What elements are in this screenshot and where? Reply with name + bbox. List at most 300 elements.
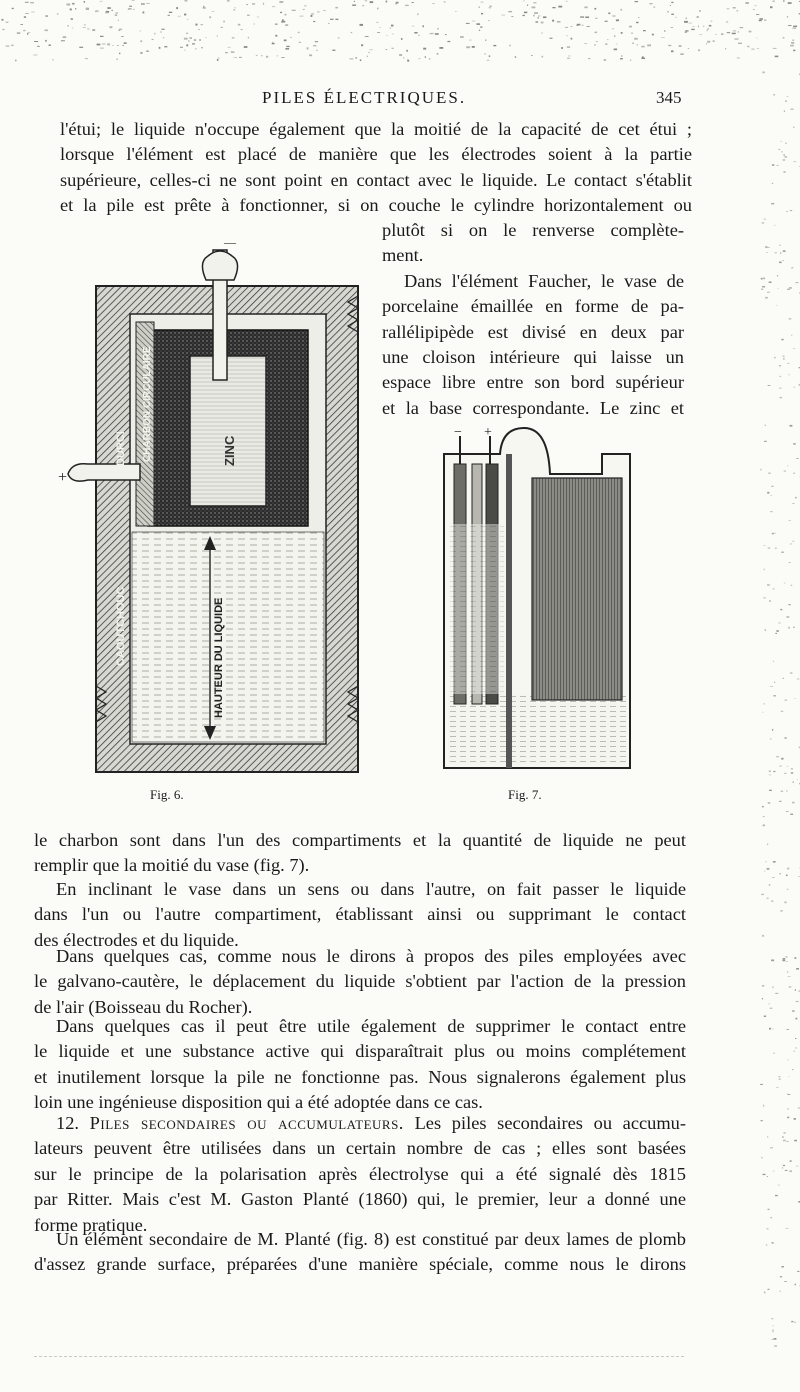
speckle bbox=[784, 471, 786, 472]
speckle bbox=[550, 38, 553, 39]
speckle bbox=[184, 14, 186, 16]
speckle bbox=[360, 59, 362, 61]
speckle bbox=[536, 21, 539, 22]
speckle bbox=[20, 24, 23, 25]
speckle bbox=[763, 597, 766, 598]
speckle bbox=[787, 1141, 789, 1142]
speckle bbox=[791, 772, 793, 773]
speckle bbox=[637, 44, 638, 46]
speckle bbox=[787, 16, 788, 18]
text-line: ment. bbox=[382, 245, 424, 266]
speckle bbox=[777, 275, 778, 276]
speckle bbox=[360, 24, 364, 26]
speckle bbox=[796, 1018, 798, 1020]
side-terminal bbox=[68, 464, 140, 481]
speckle bbox=[429, 58, 430, 59]
speckle bbox=[201, 47, 203, 49]
speckle bbox=[12, 8, 14, 9]
speckle bbox=[227, 0, 229, 2]
speckle bbox=[75, 8, 76, 10]
speckle bbox=[792, 1069, 793, 1070]
speckle bbox=[707, 41, 710, 43]
speckle bbox=[697, 16, 699, 17]
speckle bbox=[776, 756, 779, 757]
speckle bbox=[787, 889, 788, 890]
speckle bbox=[745, 2, 749, 4]
speckle bbox=[6, 46, 10, 47]
speckle bbox=[783, 678, 784, 679]
speckle bbox=[419, 58, 421, 59]
speckle bbox=[311, 15, 313, 17]
speckle bbox=[667, 11, 669, 13]
speckle bbox=[788, 25, 791, 26]
speckle bbox=[707, 28, 709, 29]
speckle bbox=[508, 11, 512, 12]
speckle bbox=[790, 544, 792, 545]
speckle bbox=[72, 28, 74, 29]
speckle bbox=[146, 3, 150, 4]
speckle bbox=[565, 27, 568, 28]
speckle bbox=[234, 57, 237, 58]
speckle bbox=[621, 55, 622, 57]
speckle bbox=[538, 16, 540, 17]
speckle bbox=[792, 40, 794, 42]
speckle bbox=[772, 1330, 774, 1331]
speckle bbox=[414, 32, 417, 34]
speckle bbox=[527, 5, 528, 6]
speckle bbox=[178, 16, 181, 17]
speckle bbox=[439, 47, 443, 49]
speckle bbox=[680, 53, 683, 55]
speckle bbox=[764, 1292, 766, 1293]
speckle bbox=[377, 8, 378, 10]
label-zinc: ZINC bbox=[222, 435, 237, 466]
speckle bbox=[715, 34, 716, 35]
speckle bbox=[133, 9, 135, 10]
speckle bbox=[675, 17, 676, 18]
speckle bbox=[594, 45, 596, 46]
speckle bbox=[460, 36, 464, 38]
speckle bbox=[423, 48, 426, 50]
speckle bbox=[612, 15, 615, 16]
speckle bbox=[543, 16, 546, 18]
speckle bbox=[789, 986, 792, 988]
speckle bbox=[354, 1, 355, 2]
speckle bbox=[738, 43, 742, 44]
speckle bbox=[209, 16, 211, 18]
speckle bbox=[778, 623, 781, 624]
speckle bbox=[511, 16, 513, 17]
speckle bbox=[791, 335, 792, 336]
speckle bbox=[782, 960, 785, 962]
speckle bbox=[24, 16, 26, 18]
speckle bbox=[783, 356, 785, 357]
speckle bbox=[629, 26, 632, 28]
speckle bbox=[469, 40, 472, 41]
speckle bbox=[771, 203, 774, 204]
speckle bbox=[768, 1004, 770, 1005]
speckle bbox=[764, 569, 765, 571]
speckle bbox=[761, 289, 763, 290]
speckle bbox=[661, 37, 665, 38]
speckle bbox=[772, 588, 774, 589]
speckle bbox=[793, 127, 795, 128]
speckle bbox=[765, 425, 766, 426]
speckle bbox=[523, 15, 525, 16]
text-line: d'assez grande surface, préparées d'une manière spéciale, comme nous le dirons bbox=[34, 1254, 686, 1275]
body-paragraph-3 bbox=[34, 944, 686, 1020]
speckle bbox=[772, 1326, 774, 1327]
speckle bbox=[95, 10, 98, 11]
speckle bbox=[304, 5, 307, 6]
speckle bbox=[757, 48, 759, 49]
speckle bbox=[272, 6, 275, 7]
speckle bbox=[403, 57, 405, 58]
speckle bbox=[782, 1266, 784, 1268]
label-durci: DURCI bbox=[115, 431, 127, 466]
speckle bbox=[773, 1171, 775, 1172]
speckle bbox=[596, 41, 598, 42]
text-line: lateurs peuvent être utilisées dans un certain nombre de cas ; elles sont basées bbox=[34, 1138, 686, 1159]
speckle bbox=[524, 1, 525, 2]
speckle bbox=[430, 33, 434, 34]
speckle bbox=[775, 993, 778, 994]
speckle bbox=[786, 1228, 789, 1229]
speckle bbox=[763, 278, 764, 280]
speckle bbox=[332, 50, 335, 51]
speckle bbox=[763, 1105, 764, 1107]
body-paragraph-1 bbox=[34, 828, 686, 879]
speckle bbox=[783, 260, 784, 261]
speckle bbox=[309, 54, 312, 56]
speckle bbox=[300, 16, 304, 17]
speckle bbox=[531, 55, 532, 56]
speckle bbox=[773, 48, 777, 49]
speckle bbox=[779, 766, 781, 767]
speckle bbox=[2, 19, 4, 21]
speckle bbox=[709, 25, 712, 27]
speckle bbox=[455, 11, 456, 12]
speckle bbox=[466, 46, 470, 48]
speckle bbox=[713, 40, 715, 42]
speckle bbox=[775, 548, 777, 549]
speckle bbox=[152, 39, 154, 40]
section-first-line-rest: Les piles secondaires ou accumu- bbox=[414, 1113, 686, 1133]
speckle bbox=[85, 58, 88, 59]
section-12-first-line bbox=[34, 1111, 686, 1136]
speckle bbox=[781, 791, 783, 792]
speckle bbox=[140, 52, 142, 54]
speckle bbox=[668, 45, 671, 46]
speckle bbox=[793, 26, 797, 27]
speckle bbox=[796, 1047, 797, 1049]
speckle bbox=[779, 801, 781, 802]
speckle bbox=[786, 790, 788, 791]
speckle bbox=[365, 0, 368, 1]
speckle bbox=[767, 292, 770, 293]
speckle bbox=[299, 42, 301, 43]
final-paragraph bbox=[34, 1227, 686, 1278]
text-line: En inclinant le vase dans un sens ou dans l'autre, on fait passer le liquide bbox=[56, 879, 686, 899]
speckle bbox=[406, 50, 408, 52]
speckle bbox=[386, 35, 387, 36]
speckle bbox=[764, 20, 766, 21]
text-line: loin une ingénieuse disposition qui a été adoptée dans ce cas. bbox=[34, 1092, 483, 1113]
speckle bbox=[767, 247, 770, 248]
speckle bbox=[749, 31, 752, 33]
speckle bbox=[323, 10, 325, 11]
speckle bbox=[773, 1053, 775, 1054]
speckle bbox=[97, 44, 101, 46]
speckle bbox=[776, 305, 777, 306]
speckle bbox=[87, 29, 89, 30]
speckle bbox=[476, 23, 480, 25]
speckle bbox=[783, 171, 785, 173]
speckle bbox=[652, 34, 654, 36]
speckle bbox=[616, 44, 618, 45]
speckle bbox=[281, 57, 285, 58]
speckle bbox=[376, 22, 378, 23]
speckle bbox=[195, 48, 196, 49]
speckle bbox=[37, 46, 39, 47]
speckle bbox=[335, 7, 338, 8]
speckle bbox=[791, 1321, 793, 1322]
speckle bbox=[733, 30, 736, 31]
text-line: lorsque l'élément est placé de manière que les électrodes soient à la partie bbox=[60, 144, 692, 165]
speckle bbox=[588, 58, 590, 59]
speckle bbox=[567, 58, 570, 59]
speckle bbox=[100, 1, 103, 2]
speckle bbox=[773, 771, 775, 772]
speckle bbox=[788, 363, 790, 364]
speckle bbox=[117, 58, 118, 60]
speckle bbox=[571, 38, 573, 40]
speckle bbox=[185, 0, 188, 1]
speckle bbox=[412, 2, 414, 3]
speckle bbox=[780, 609, 782, 610]
speckle bbox=[773, 661, 774, 662]
speckle bbox=[760, 1084, 763, 1085]
speckle bbox=[773, 861, 776, 863]
speckle bbox=[257, 17, 259, 18]
speckle bbox=[328, 23, 330, 24]
speckle bbox=[783, 958, 786, 960]
speckle bbox=[480, 26, 482, 27]
speckle bbox=[783, 358, 785, 360]
speckle bbox=[774, 225, 775, 226]
section-heading: Piles secondaires ou accumulateurs. bbox=[89, 1113, 404, 1133]
speckle bbox=[232, 37, 235, 38]
speckle bbox=[608, 13, 610, 15]
speckle bbox=[313, 21, 315, 22]
speckle bbox=[787, 766, 789, 767]
speckle bbox=[63, 36, 66, 38]
speckle bbox=[252, 4, 255, 5]
speckle bbox=[435, 33, 439, 35]
speckle bbox=[266, 56, 268, 58]
speckle bbox=[238, 24, 241, 26]
speckle bbox=[794, 1322, 795, 1324]
speckle bbox=[707, 30, 708, 31]
speckle bbox=[396, 2, 399, 4]
page-header bbox=[0, 88, 800, 112]
speckle bbox=[620, 58, 623, 59]
speckle bbox=[768, 1209, 770, 1210]
speckle bbox=[790, 45, 794, 47]
speckle bbox=[566, 35, 567, 36]
label-hauteur: HAUTEUR DU LIQUIDE bbox=[213, 597, 225, 718]
speckle bbox=[585, 17, 589, 19]
speckle bbox=[771, 960, 774, 962]
speckle bbox=[767, 585, 770, 586]
speckle bbox=[355, 57, 357, 58]
speckle bbox=[671, 27, 673, 28]
label-minus: − bbox=[454, 425, 462, 440]
speckle bbox=[607, 39, 608, 40]
speckle bbox=[169, 12, 172, 13]
speckle bbox=[399, 54, 402, 55]
speckle bbox=[753, 9, 755, 10]
speckle bbox=[770, 738, 772, 739]
speckle bbox=[541, 33, 543, 34]
speckle bbox=[102, 44, 106, 45]
speckle bbox=[781, 552, 783, 553]
speckle bbox=[534, 13, 538, 14]
speckle bbox=[128, 9, 130, 10]
speckle bbox=[790, 672, 792, 674]
speckle bbox=[786, 875, 788, 877]
text-line: rallélipipède est divisé en deux par bbox=[382, 321, 684, 342]
speckle bbox=[107, 43, 110, 45]
speckle bbox=[782, 1136, 784, 1137]
speckle bbox=[764, 441, 767, 442]
figure-7-illustration bbox=[440, 424, 636, 772]
speckle bbox=[796, 282, 799, 283]
speckle bbox=[769, 775, 771, 776]
speckle bbox=[112, 10, 113, 11]
speckle bbox=[352, 5, 356, 6]
speckle bbox=[788, 627, 790, 629]
speckle bbox=[784, 773, 786, 774]
speckle bbox=[796, 1001, 799, 1002]
speckle bbox=[790, 1160, 792, 1162]
speckle bbox=[188, 40, 190, 41]
speckle bbox=[779, 388, 782, 389]
speckle bbox=[614, 36, 615, 37]
speckle bbox=[740, 27, 744, 28]
speckle bbox=[791, 585, 793, 586]
speckle bbox=[786, 956, 788, 958]
speckle bbox=[771, 486, 773, 487]
speckle bbox=[768, 385, 771, 386]
speckle bbox=[567, 46, 570, 48]
speckle bbox=[195, 24, 197, 26]
speckle bbox=[775, 56, 779, 58]
speckle bbox=[770, 1147, 773, 1148]
speckle bbox=[280, 12, 282, 13]
speckle bbox=[203, 7, 206, 8]
speckle bbox=[401, 38, 402, 40]
speckle bbox=[779, 245, 781, 246]
speckle bbox=[163, 37, 164, 38]
speckle bbox=[787, 971, 788, 973]
speckle bbox=[762, 935, 764, 937]
speckle bbox=[256, 55, 258, 56]
speckle bbox=[762, 222, 764, 223]
speckle bbox=[780, 397, 783, 398]
text-line: porcelaine émaillée en forme de pa- bbox=[382, 296, 684, 317]
text-line: forme pratique. bbox=[34, 1214, 148, 1235]
speckle bbox=[773, 533, 776, 534]
speckle bbox=[407, 60, 409, 62]
speckle bbox=[423, 25, 424, 27]
speckle bbox=[221, 27, 224, 28]
speckle bbox=[772, 986, 773, 988]
speckle bbox=[781, 151, 782, 152]
speckle bbox=[286, 46, 289, 47]
speckle bbox=[234, 7, 235, 8]
speckle bbox=[485, 40, 486, 41]
speckle bbox=[27, 32, 30, 33]
speckle bbox=[595, 32, 598, 33]
running-title: PILES ÉLECTRIQUES. bbox=[262, 88, 467, 107]
scan-noise-top bbox=[0, 0, 800, 70]
speckle bbox=[616, 19, 619, 21]
speckle bbox=[129, 6, 132, 7]
speckle bbox=[25, 2, 29, 3]
speckle bbox=[796, 458, 799, 459]
speckle bbox=[779, 262, 782, 264]
speckle bbox=[481, 13, 483, 15]
speckle bbox=[790, 425, 793, 427]
speckle bbox=[780, 873, 781, 874]
speckle bbox=[119, 29, 122, 30]
speckle bbox=[664, 30, 665, 32]
speckle bbox=[168, 15, 170, 16]
speckle bbox=[390, 28, 391, 30]
bottom-bleed-marks bbox=[34, 1356, 684, 1361]
speckle bbox=[365, 36, 369, 37]
speckle bbox=[778, 149, 780, 150]
speckle bbox=[116, 13, 119, 14]
speckle bbox=[584, 7, 587, 9]
label-caoutchouc: CAOUTCHOUC bbox=[115, 586, 127, 666]
speckle bbox=[479, 6, 480, 8]
text-line: plutôt si on le renverse complète- bbox=[382, 220, 684, 240]
speckle bbox=[768, 802, 771, 803]
speckle bbox=[432, 3, 434, 4]
speckle bbox=[122, 45, 123, 46]
speckle bbox=[212, 11, 215, 12]
speckle bbox=[653, 7, 655, 8]
text-line: le liquide et une substance active qui disparaîtrait plus ou moins complétement bbox=[34, 1041, 686, 1062]
speckle bbox=[594, 8, 596, 10]
speckle bbox=[769, 790, 772, 791]
speckle bbox=[671, 2, 673, 3]
speckle bbox=[105, 12, 107, 13]
speckle bbox=[783, 154, 785, 155]
speckle bbox=[771, 901, 773, 902]
speckle bbox=[779, 1076, 781, 1077]
speckle bbox=[761, 1157, 762, 1159]
scan-noise-right bbox=[760, 60, 800, 1360]
intro-paragraph bbox=[60, 117, 692, 219]
speckle bbox=[239, 57, 242, 58]
speckle bbox=[292, 10, 296, 11]
speckle bbox=[552, 20, 554, 22]
speckle bbox=[797, 780, 798, 781]
speckle bbox=[275, 24, 278, 25]
